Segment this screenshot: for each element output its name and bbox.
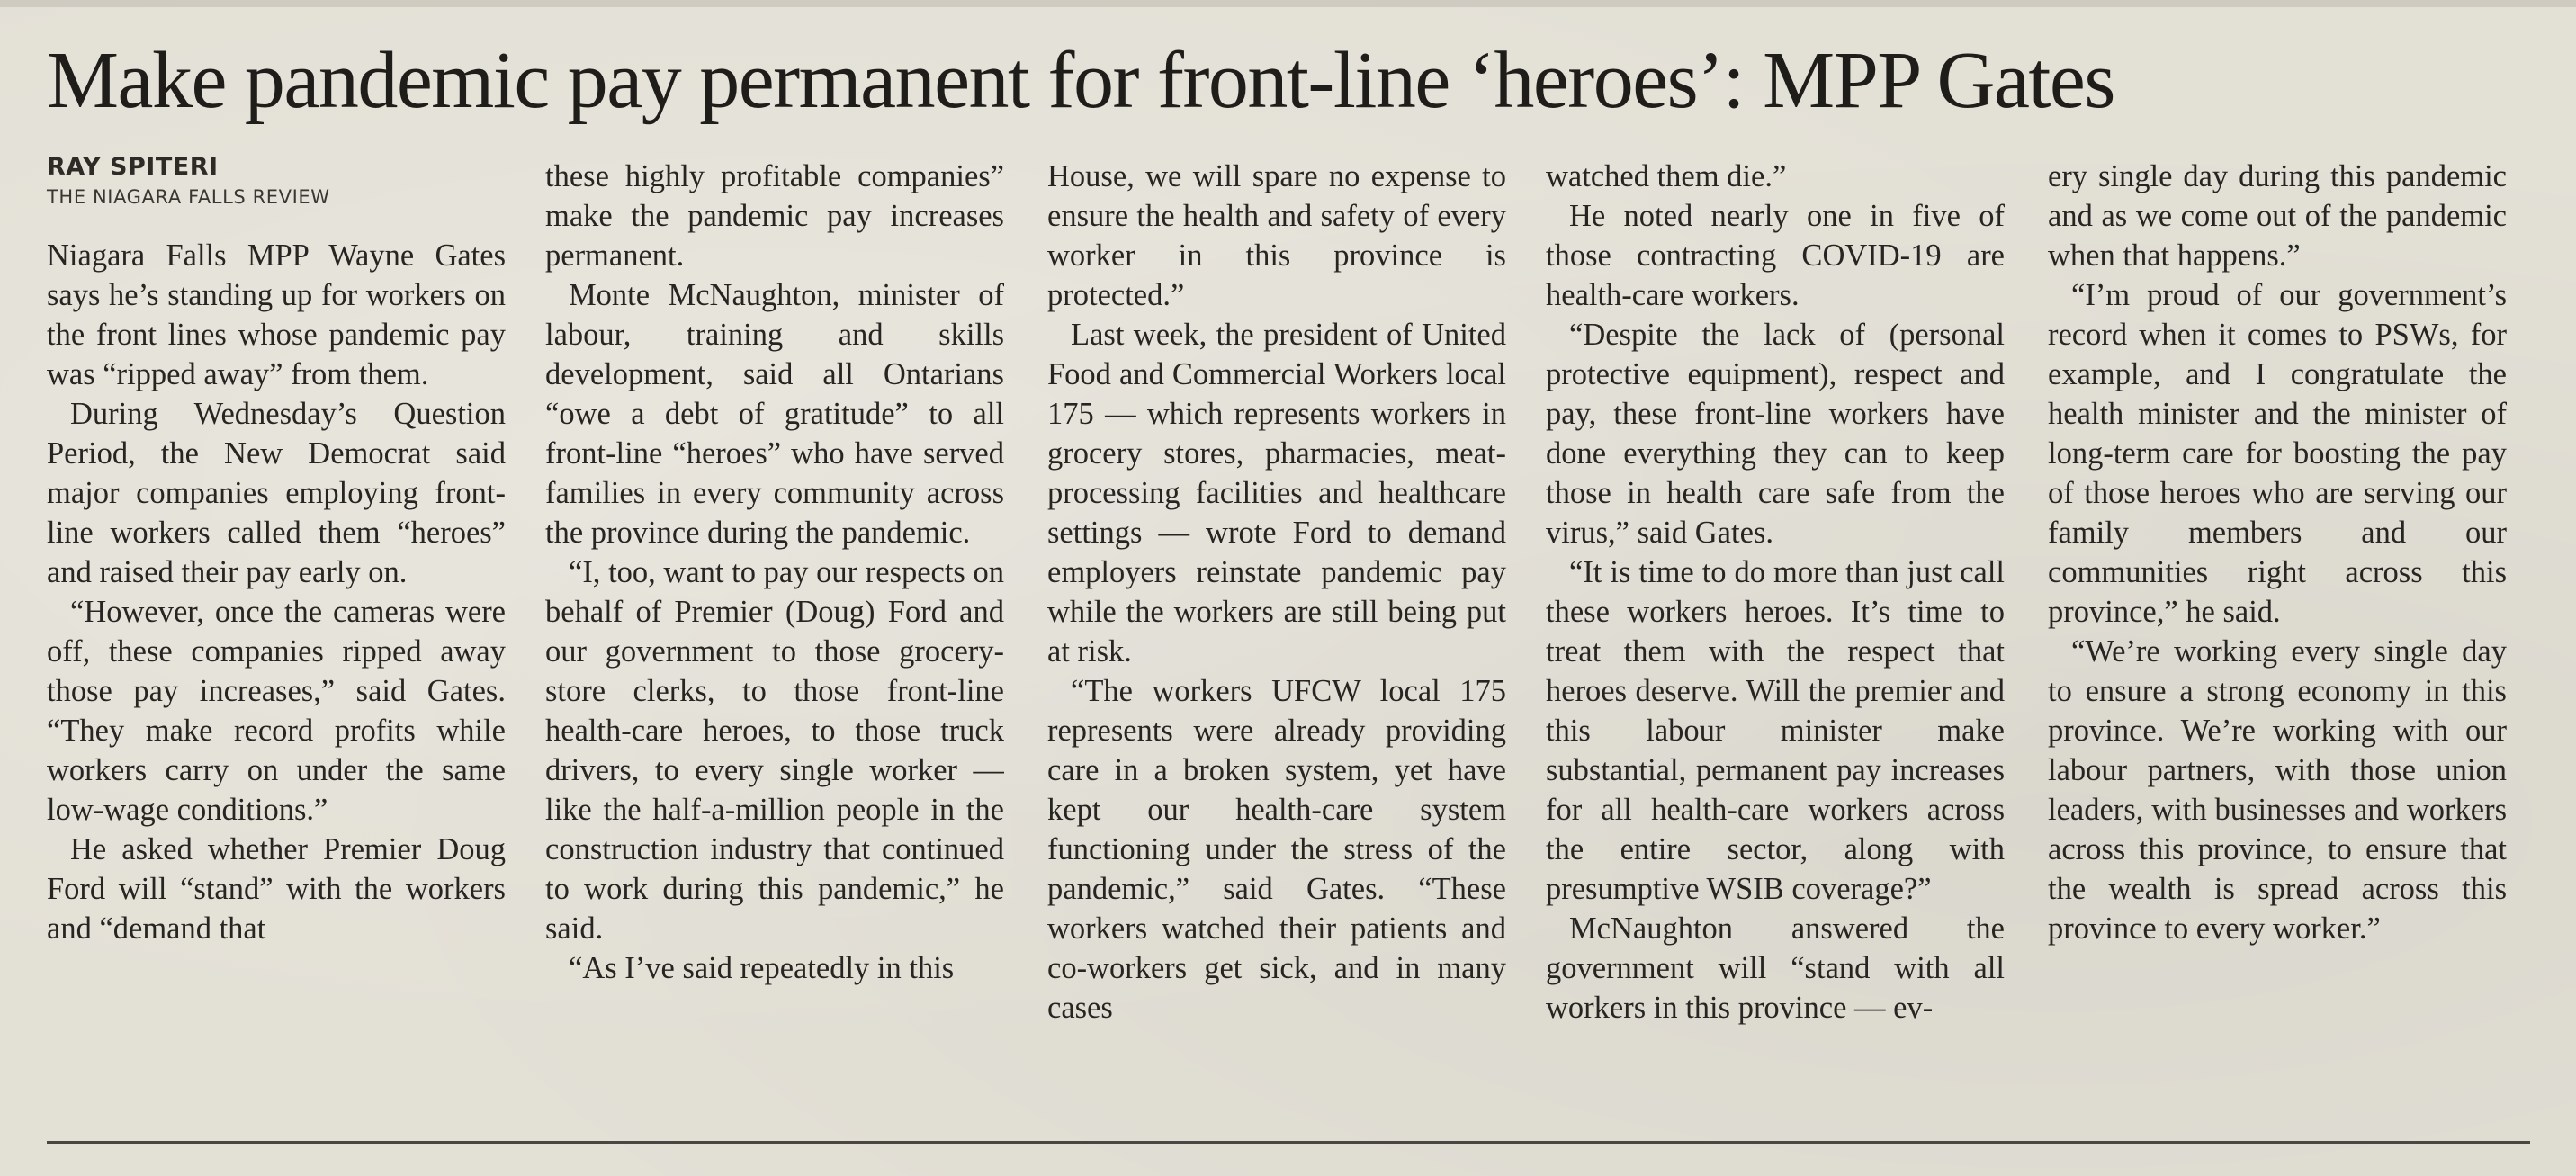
paragraph: McNaughton answered the government will “stand with all workers in this province — ev- xyxy=(1546,911,2005,1025)
paragraph: “I, too, want to pay our respects on behalf of Premier (Doug) Ford and our government to those grocery-store clerks, to those front-line health-care heroes, to those truck drivers, to every single worker — like the half-a-million people in the construction industry that continued to work during this pandemic,” he said. xyxy=(545,555,1004,946)
top-edge xyxy=(0,0,2576,7)
article-column-2 xyxy=(545,157,1004,1047)
paragraph: “It is time to do more than just call these workers heroes. It’s time to treat them with the respect that heroes deserve. Will the premier and this labour minister make substantial, permanent pay increases for all health-care workers across the entire sector, along with presumptive WSIB coverage?” xyxy=(1546,555,2005,906)
article-column-1 xyxy=(47,236,506,1109)
byline-block xyxy=(47,151,497,211)
byline: RAY SPITERI xyxy=(47,153,219,181)
paragraph: “However, once the cameras were off, these companies ripped away those pay increases,” said Gates. “They make record profits while workers carry on under the same low-wage conditions.” xyxy=(47,595,506,827)
paragraph: Monte McNaughton, minister of labour, training and skills development, said all Ontarians “owe a debt of gratitude” to all front-line “heroes” who have served families in every community across the province during the pandemic. xyxy=(545,278,1004,550)
paragraph: Last week, the president of United Food and Commercial Workers local 175 — which represents workers in grocery stores, pharmacies, meat-processing facilities and healthcare settings — wrote Ford to demand employers reinstate pandemic pay while the workers are still being put at risk. xyxy=(1047,318,1506,669)
paragraph: “Despite the lack of (personal protective equipment), respect and pay, these front-line workers have done everything they can to keep those in health care safe from the virus,” said Gates. xyxy=(1546,318,2005,550)
paragraph: ery single day during this pandemic and as we come out of the pandemic when that happens.” xyxy=(2048,159,2507,273)
paragraph: He asked whether Premier Doug Ford will “stand” with the workers and “demand that xyxy=(47,832,506,946)
paragraph: “We’re working every single day to ensure a strong economy in this province. We’re working with our labour partners, with those union leaders, with businesses and workers across this province, to ensure that the wealth is spread across this province to every worker.” xyxy=(2048,634,2507,946)
article-column-4 xyxy=(1546,157,2005,1047)
paragraph: He noted nearly one in five of those contracting COVID-19 are health-care workers. xyxy=(1546,199,2005,312)
paragraph: “As I’ve said repeatedly in this xyxy=(569,951,955,985)
headline: Make pandemic pay permanent for front-line ‘heroes’: MPP Gates xyxy=(47,36,2114,125)
article-column-5 xyxy=(2048,157,2507,1047)
paragraph: watched them die.” xyxy=(1546,159,1787,193)
paragraph: “The workers UFCW local 175 represents were already providing care in a broken system, yet have kept our health-care system functioning under the stress of the pandemic,” said Gates. “These workers watched their patients and co-workers get sick, and in many cases xyxy=(1047,674,1506,1025)
paragraph: During Wednesday’s Question Period, the New Democrat said major companies employing front-line workers called them “heroes” and raised their pay early on. xyxy=(47,397,506,589)
bottom-rule xyxy=(47,1141,2530,1144)
paragraph: “I’m proud of our government’s record when it comes to PSWs, for example, and I congratulate the health minister and the minister of long-term care for boosting the pay of those heroes who are serving our family members and our communities right across this province,” he said. xyxy=(2048,278,2507,629)
paragraph: House, we will spare no expense to ensure the health and safety of every worker in this province is protected.” xyxy=(1047,159,1506,312)
paragraph: Niagara Falls MPP Wayne Gates says he’s standing up for workers on the front lines whose pandemic pay was “ripped away” from them. xyxy=(47,238,506,391)
publication-name: THE NIAGARA FALLS REVIEW xyxy=(47,186,330,208)
article-column-3 xyxy=(1047,157,1506,1047)
paragraph: these highly profitable companies” make the pandemic pay increases permanent. xyxy=(545,159,1004,273)
